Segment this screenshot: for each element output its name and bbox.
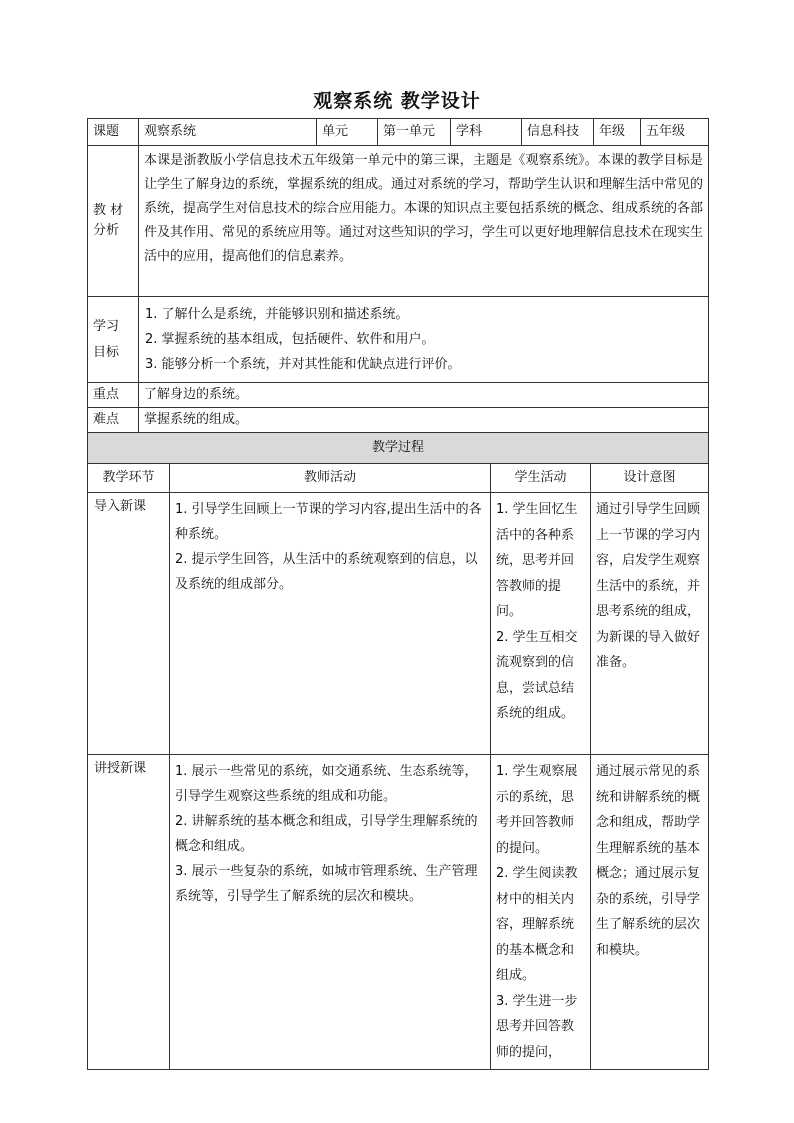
teacher-activity-item: 3. 展示一些复杂的系统，如城市管理系统、生产管理系统等，引导学生了解系统的层次和模块。 xyxy=(175,864,478,904)
teacher-activity-item: 1. 引导学生回顾上一节课的学习内容,提出生活中的各种系统。 xyxy=(175,502,482,542)
teacher-activity-item: 2. 讲解系统的基本概念和组成，引导学生理解系统的概念和组成。 xyxy=(175,814,478,854)
student-activity-item: 1. 学生观察展示的系统，思考并回答教师的提问。 xyxy=(496,764,578,856)
stage-cell: 导入新课 xyxy=(88,493,170,755)
goals-label-line1: 学习 xyxy=(93,318,120,334)
lesson-header-row xyxy=(88,119,709,146)
goals-cell xyxy=(139,297,709,383)
key-point-row xyxy=(88,383,709,408)
grade-label: 年级 xyxy=(594,119,641,146)
page-title: 观察系统 教学设计 xyxy=(313,90,481,112)
analysis-label: 教 材 分析 xyxy=(88,146,139,297)
analysis-text: 本课是浙教版小学信息技术五年级第一单元中的第三课，主题是《观察系统》。本课的教学目标是让学生了解身边的系统，掌握系统的组成。通过对系统的学习，帮助学生认识和理解生活中常见的系统，提高学生对信息技术的综合应用能力。本课的知识点主要包括系统的概念、组成系统的各部件及其作用、常见的系统应用等。通过对这些知识的学习，学生可以更好地理解信息技术在现实生活中的应用，提高他们的信息素养。 xyxy=(144,153,704,264)
teacher-activity-cell xyxy=(170,493,491,755)
grade-value: 五年级 xyxy=(641,119,709,146)
design-intent-cell xyxy=(591,755,709,1070)
goals-label-line2: 目标 xyxy=(93,344,120,360)
key-point-text: 了解身边的系统。 xyxy=(139,383,709,408)
goal-item: 1. 了解什么是系统，并能够识别和描述系统。 xyxy=(145,307,409,322)
goals-label xyxy=(88,297,139,383)
analysis-cell xyxy=(139,146,709,297)
teacher-activity-cell xyxy=(170,755,491,1070)
subject-value: 信息科技 xyxy=(522,119,594,146)
process-header-row xyxy=(88,433,709,464)
design-intent-text: 通过展示常见的系统和讲解系统的概念和组成，帮助学生理解系统的基本概念；通过展示复杂的系统，引导学生了解系统的层次和模块。 xyxy=(596,764,701,958)
goal-item: 2. 掌握系统的基本组成，包括硬件、软件和用户。 xyxy=(145,332,435,347)
key-point-label: 重点 xyxy=(88,383,139,408)
student-activity-item: 2. 学生阅读教材中的相关内容，理解系统的基本概念和组成。 xyxy=(496,866,578,983)
student-activity-item: 3. 学生进一步思考并回答教师的提问， xyxy=(496,993,578,1060)
goals-row xyxy=(88,297,709,383)
goal-item: 3. 能够分析一个系统，并对其性能和优缺点进行评价。 xyxy=(145,357,461,372)
stage-cell: 讲授新课 xyxy=(88,755,170,1070)
column-teacher: 教师活动 xyxy=(170,464,491,493)
student-activity-cell xyxy=(491,755,591,1070)
difficulty-label: 难点 xyxy=(88,408,139,433)
student-activity-item: 1. 学生回忆生活中的各种系统，思考并回答教师的提问。 xyxy=(496,502,578,619)
unit-label: 单元 xyxy=(317,119,378,146)
teaching-process-table xyxy=(87,432,709,1070)
table-row xyxy=(88,755,709,1070)
student-activity-cell xyxy=(491,493,591,755)
unit-value: 第一单元 xyxy=(378,119,451,146)
column-student: 学生活动 xyxy=(491,464,591,493)
subject-label: 学科 xyxy=(451,119,522,146)
lesson-label: 课题 xyxy=(88,119,139,146)
lesson-info-table xyxy=(87,118,709,433)
lesson-value: 观察系统 xyxy=(139,119,317,146)
process-header: 教学过程 xyxy=(88,433,709,464)
process-column-row xyxy=(88,464,709,493)
analysis-row xyxy=(88,146,709,297)
column-stage: 教学环节 xyxy=(88,464,170,493)
design-intent-cell xyxy=(591,493,709,755)
column-intent: 设计意图 xyxy=(591,464,709,493)
table-row xyxy=(88,493,709,755)
student-activity-item: 2. 学生互相交流观察到的信息，尝试总结系统的组成。 xyxy=(496,629,578,721)
difficulty-row xyxy=(88,408,709,433)
design-intent-text: 通过引导学生回顾上一节课的学习内容，启发学生观察生活中的系统，并思考系统的组成，为新课的导入做好准备。 xyxy=(596,502,701,670)
teacher-activity-item: 2. 提示学生回答，从生活中的系统观察到的信息，以及系统的组成部分。 xyxy=(175,552,478,592)
difficulty-text: 掌握系统的组成。 xyxy=(139,408,709,433)
teacher-activity-item: 1. 展示一些常见的系统，如交通系统、生态系统等，引导学生观察这些系统的组成和功能。 xyxy=(175,764,478,804)
